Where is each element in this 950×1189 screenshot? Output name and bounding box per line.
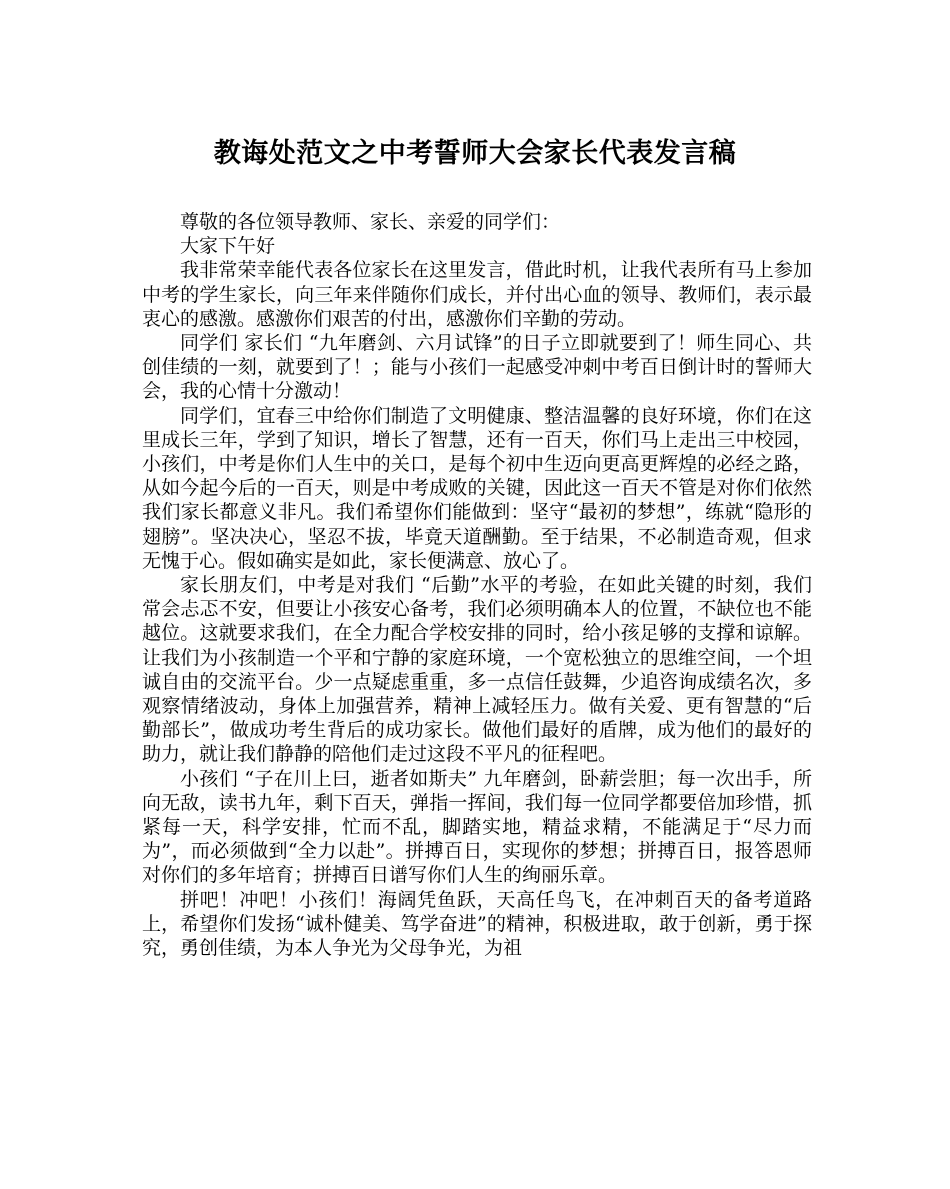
greeting: 大家下午好 — [180, 235, 276, 258]
body-paragraph: 我非常荣幸能代表各位家长在这里发言，借此时机，让我代表所有马上参加中考的学生家长，向三年来伴随你们成长，并付出心血的领导、教师们，表示最衷心的感激。感激你们艰苦的付出，感激你们辛勤的劳动。 — [142, 259, 812, 330]
document-body — [142, 210, 812, 960]
document-title: 教诲处范文之中考誓师大会家长代表发言稿 — [213, 138, 737, 169]
body-paragraph: 拼吧！冲吧！小孩们！海阔凭鱼跃，天高任鸟飞，在冲刺百天的备考道路上，希望你们发扬“诚朴健美、笃学奋进”的精神，积极进取，敢于创新，勇于探究，勇创佳绩，为本人争光为父母争光，为祖 — [142, 888, 812, 960]
body-paragraph: 同学们 家长们 “九年磨剑、六月试锋”的日子立即就要到了！师生同心、共创佳绩的一刻，就要到了！；能与小孩们一起感受冲刺中考百日倒计时的誓师大会，我的心情十分激动！ — [142, 332, 812, 403]
body-paragraph: 小孩们 “子在川上曰，逝者如斯夫” 九年磨剑，卧薪尝胆；每一次出手，所向无敌，读书九年，剩下百天，弹指一挥间，我们每一位同学都要倍加珍惜，抓紧每一天，科学安排，忙而不乱，脚踏实地，精益求精，不能满足于“尽力而为”，而必须做到“全力以赴”。拼搏百日，实现你的梦想；拼搏百日，报答恩师对你们的多年培育；拼搏百日谱写你们人生的绚丽乐章。 — [142, 767, 812, 887]
body-paragraph: 同学们，宜春三中给你们制造了文明健康、整洁温馨的良好环境，你们在这里成长三年，学到了知识，增长了智慧，还有一百天，你们马上走出三中校园，小孩们，中考是你们人生中的关口，是每个初中生迈向更高更辉煌的必经之路，从如今起今后的一百天，则是中考成败的关键，因此这一百天不管是对你们依然我们家长都意义非凡。我们希望你们能做到：坚守“最初的梦想”，练就“隐形的翅膀”。坚决决心，坚忍不拔，毕竟天道酬勤。至于结果，不必制造奇观，但求无愧于心。假如确实是如此，家长便满意、放心了。 — [142, 404, 812, 572]
salutation: 尊敬的各位领导教师、家长、亲爱的同学们： — [180, 211, 561, 233]
body-paragraph: 家长朋友们，中考是对我们 “后勤”水平的考验，在如此关键的时刻，我们常会忐忑不安，但要让小孩安心备考，我们必须明确本人的位置，不缺位也不能越位。这就要求我们，在全力配合学校安排的同时，给小孩足够的支撑和谅解。让我们为小孩制造一个平和宁静的家庭环境，一个宽松独立的思维空间，一个坦诚自由的交流平台。少一点疑虑重重，多一点信任鼓舞，少追咨询成绩名次，多观察情绪波动，身体上加强营养，精神上减轻压力。做有关爱、更有智慧的“后勤部长”，做成功考生背后的成功家长。做他们最好的盾牌，成为他们的最好的助力，就让我们静静的陪他们走过这段不平凡的征程吧。 — [142, 574, 812, 766]
